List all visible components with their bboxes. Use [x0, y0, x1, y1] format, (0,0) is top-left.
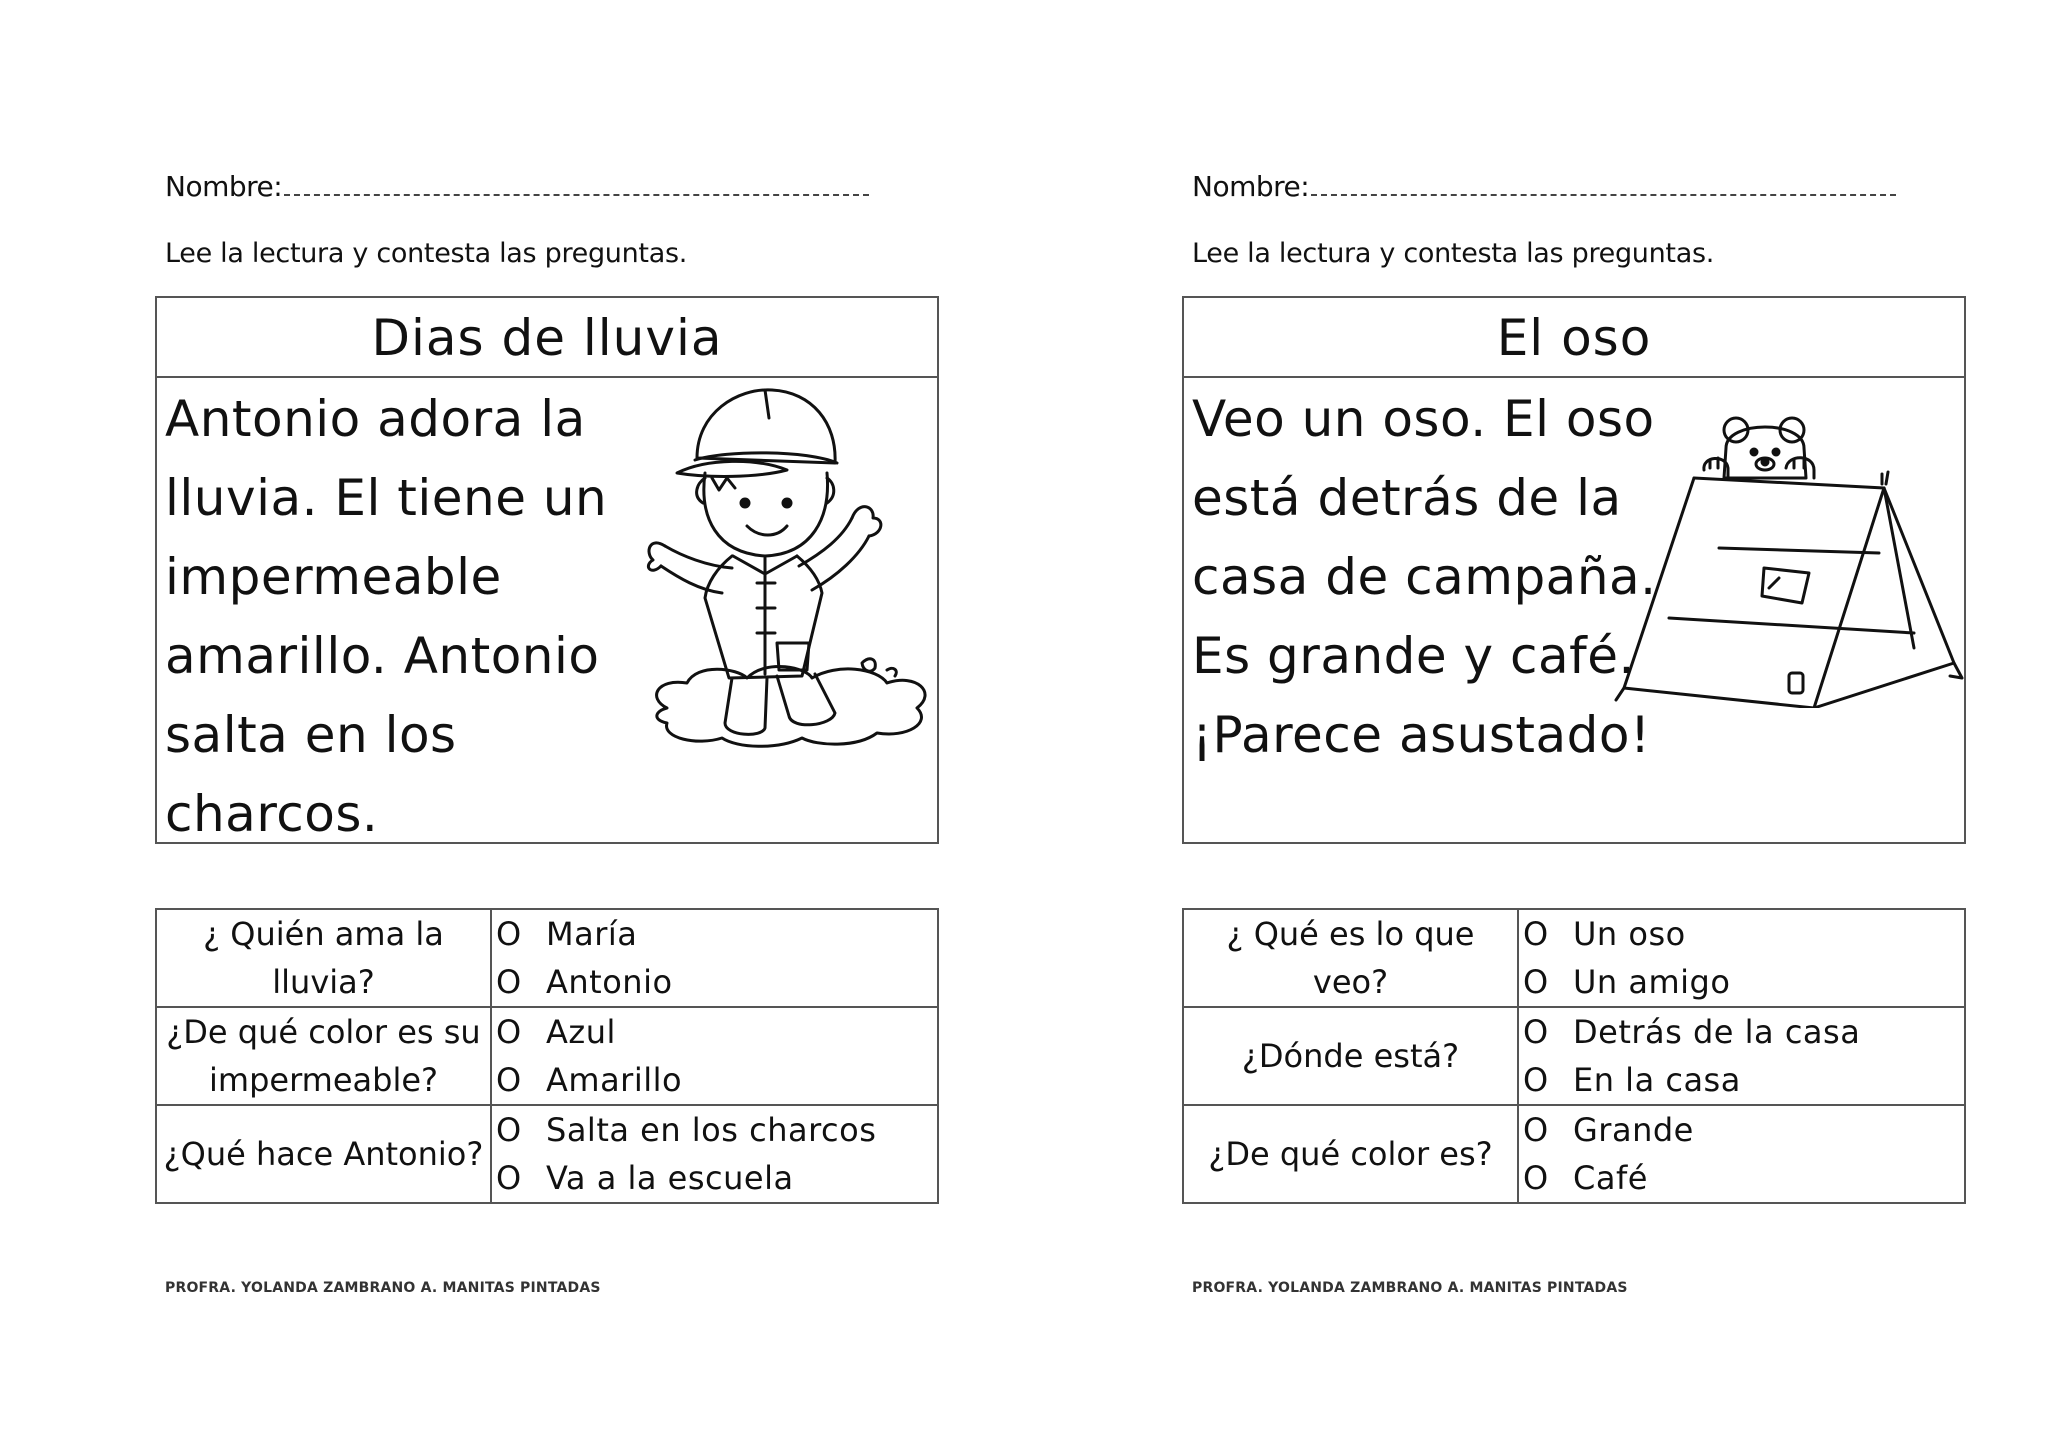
name-label: Nombre:: [1192, 170, 1310, 203]
option-label: Grande: [1573, 1111, 1694, 1149]
reading-line: casa de campaña.: [1192, 548, 1657, 606]
question-text: ¿Qué hace Antonio?: [156, 1105, 491, 1203]
option-label: Azul: [546, 1013, 616, 1051]
answer-option[interactable]: [496, 958, 937, 1006]
reading-box: [155, 296, 939, 844]
bubble-icon[interactable]: O: [1523, 1061, 1549, 1099]
bubble-icon[interactable]: O: [1523, 963, 1549, 1001]
footer-credit: PROFRA. YOLANDA ZAMBRANO A. MANITAS PINTADAS: [165, 1280, 601, 1296]
reading-box: [1182, 296, 1966, 844]
reading-line: Es grande y café.: [1192, 627, 1635, 685]
reading-text: [165, 380, 635, 854]
option-label: Va a la escuela: [546, 1159, 794, 1197]
answer-option[interactable]: [1523, 910, 1964, 958]
bubble-icon[interactable]: O: [1523, 915, 1549, 953]
option-label: En la casa: [1573, 1061, 1741, 1099]
bubble-icon[interactable]: O: [496, 1061, 522, 1099]
answer-option[interactable]: [496, 1056, 937, 1104]
reading-line: amarillo. Antonio: [165, 627, 600, 685]
answer-option[interactable]: [1523, 1008, 1964, 1056]
question-row: [156, 1105, 938, 1203]
question-row: [1183, 1105, 1965, 1203]
question-text: ¿ Quién ama la lluvia?: [156, 909, 491, 1007]
answer-option[interactable]: [496, 1154, 937, 1202]
option-label: Salta en los charcos: [546, 1111, 877, 1149]
reading-line: ¡Parece asustado!: [1192, 706, 1651, 764]
bubble-icon[interactable]: O: [496, 1013, 522, 1051]
answer-option[interactable]: [496, 1106, 937, 1154]
bubble-icon[interactable]: O: [496, 915, 522, 953]
answer-option[interactable]: [496, 1008, 937, 1056]
answer-option[interactable]: [1523, 1154, 1964, 1202]
reading-title: El oso: [1184, 298, 1964, 378]
bear-tent-illustration: [1614, 408, 1964, 708]
reading-line: Antonio adora la: [165, 390, 586, 448]
name-field[interactable]: [1311, 194, 1896, 196]
name-field[interactable]: [284, 194, 869, 196]
option-label: Un oso: [1573, 915, 1686, 953]
bubble-icon[interactable]: O: [496, 1111, 522, 1149]
question-row: [156, 909, 938, 1007]
option-label: Amarillo: [546, 1061, 683, 1099]
name-row: [1192, 170, 1896, 203]
reading-line: lluvia. El tiene un: [165, 469, 608, 527]
questions-table: [1182, 908, 1966, 1204]
reading-title: Dias de lluvia: [157, 298, 937, 378]
question-row: [1183, 909, 1965, 1007]
option-label: Detrás de la casa: [1573, 1013, 1861, 1051]
reading-text: [1192, 380, 1662, 775]
question-text: ¿ Qué es lo que veo?: [1183, 909, 1518, 1007]
option-label: María: [546, 915, 638, 953]
reading-line: impermeable: [165, 548, 502, 606]
bubble-icon[interactable]: O: [496, 963, 522, 1001]
option-label: Antonio: [546, 963, 673, 1001]
question-text: ¿Dónde está?: [1183, 1007, 1518, 1105]
option-label: Café: [1573, 1159, 1648, 1197]
instructions: Lee la lectura y contesta las preguntas.: [1192, 238, 1715, 269]
questions-table: [155, 908, 939, 1204]
bubble-icon[interactable]: O: [1523, 1013, 1549, 1051]
reading-line: charcos.: [165, 785, 379, 843]
bubble-icon[interactable]: O: [1523, 1111, 1549, 1149]
answer-option[interactable]: [1523, 1106, 1964, 1154]
bubble-icon[interactable]: O: [496, 1159, 522, 1197]
question-text: ¿De qué color es?: [1183, 1105, 1518, 1203]
reading-line: está detrás de la: [1192, 469, 1622, 527]
footer-credit: PROFRA. YOLANDA ZAMBRANO A. MANITAS PINTADAS: [1192, 1280, 1628, 1296]
name-row: [165, 170, 869, 203]
question-row: [1183, 1007, 1965, 1105]
name-label: Nombre:: [165, 170, 283, 203]
option-label: Un amigo: [1573, 963, 1731, 1001]
answer-option[interactable]: [1523, 1056, 1964, 1104]
reading-line: Veo un oso. El oso: [1192, 390, 1655, 448]
question-row: [156, 1007, 938, 1105]
instructions: Lee la lectura y contesta las preguntas.: [165, 238, 688, 269]
question-text: ¿De qué color es su impermeable?: [156, 1007, 491, 1105]
boy-raincoat-illustration: [637, 378, 937, 768]
reading-line: salta en los: [165, 706, 457, 764]
answer-option[interactable]: [496, 910, 937, 958]
answer-option[interactable]: [1523, 958, 1964, 1006]
bubble-icon[interactable]: O: [1523, 1159, 1549, 1197]
